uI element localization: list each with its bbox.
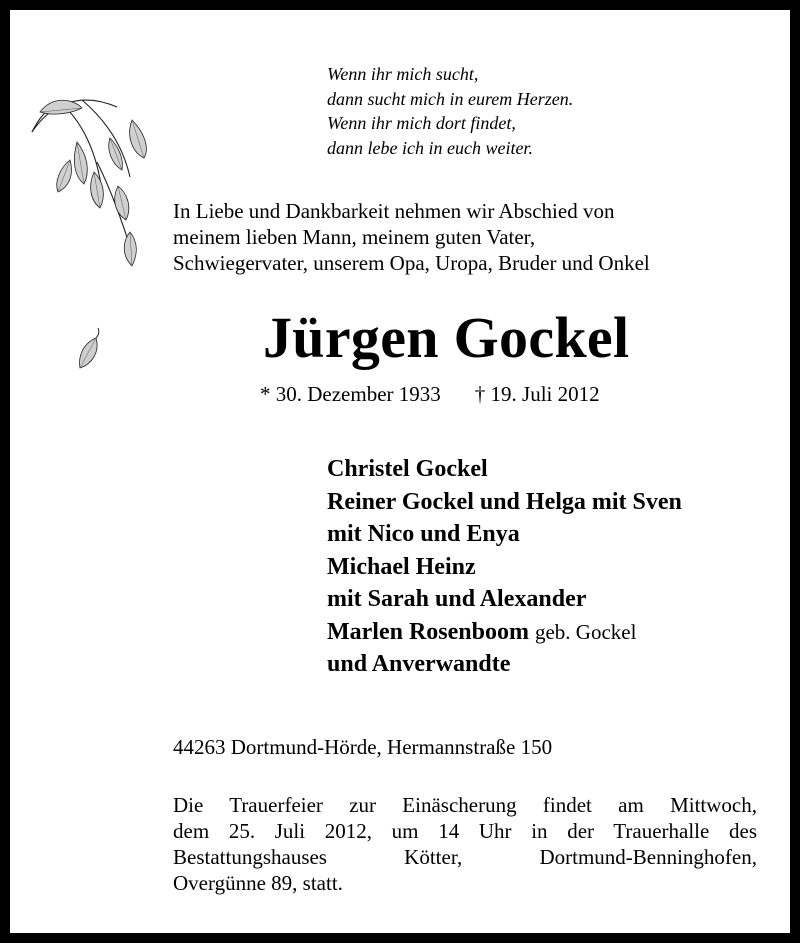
ceremony-line: dem 25. Juli 2012, um 14 Uhr in der Trauerhalle des <box>173 819 757 843</box>
mourner-line: Michael Heinz <box>327 553 476 580</box>
ceremony-line: Die Trauerfeier zur Einäscherung findet am Mittwoch, <box>173 793 757 817</box>
intro-line: Schwiegervater, unserem Opa, Uropa, Bruder und Onkel <box>173 251 650 275</box>
deceased-name: Jürgen Gockel <box>263 305 630 370</box>
birch-branch-icon <box>22 82 162 282</box>
ceremony-line: Bestattungshauses Kötter, Dortmund-Benninghofen, <box>173 845 757 869</box>
mourners-list <box>327 453 682 681</box>
birth-date: * 30. Dezember 1933 <box>260 382 441 406</box>
family-address: 44263 Dortmund-Hörde, Hermannstraße 150 <box>173 735 553 759</box>
intro-line: In Liebe und Dankbarkeit nehmen wir Abschied von <box>173 199 615 223</box>
mourner-line: Christel Gockel <box>327 456 488 482</box>
mourner-line: mit Nico und Enya <box>327 521 520 547</box>
mourner-line: und Anverwandte <box>327 651 511 677</box>
falling-leaf-icon <box>76 326 106 372</box>
maiden-name-note: geb. Gockel <box>534 619 637 644</box>
poem-line: Wenn ihr mich dort findet, <box>327 113 516 133</box>
ceremony-info <box>173 792 757 896</box>
life-dates <box>260 381 600 407</box>
poem-line: dann sucht mich in eurem Herzen. <box>327 88 574 109</box>
mourner-line: Reiner Gockel und Helga mit Sven <box>327 488 682 515</box>
farewell-intro <box>173 198 753 276</box>
poem-line: dann lebe ich in euch weiter. <box>327 137 533 158</box>
intro-line: meinem lieben Mann, meinem guten Vater, <box>173 225 536 249</box>
mourner-line <box>327 616 682 649</box>
poem-verse <box>327 62 573 160</box>
mourner-name: Marlen Rosenboom <box>327 618 529 645</box>
death-date: † 19. Juli 2012 <box>474 382 600 406</box>
poem-line: Wenn ihr mich sucht, <box>327 64 479 84</box>
ceremony-line: Overgünne 89, statt. <box>173 871 343 895</box>
mourner-line: mit Sarah und Alexander <box>327 586 587 612</box>
